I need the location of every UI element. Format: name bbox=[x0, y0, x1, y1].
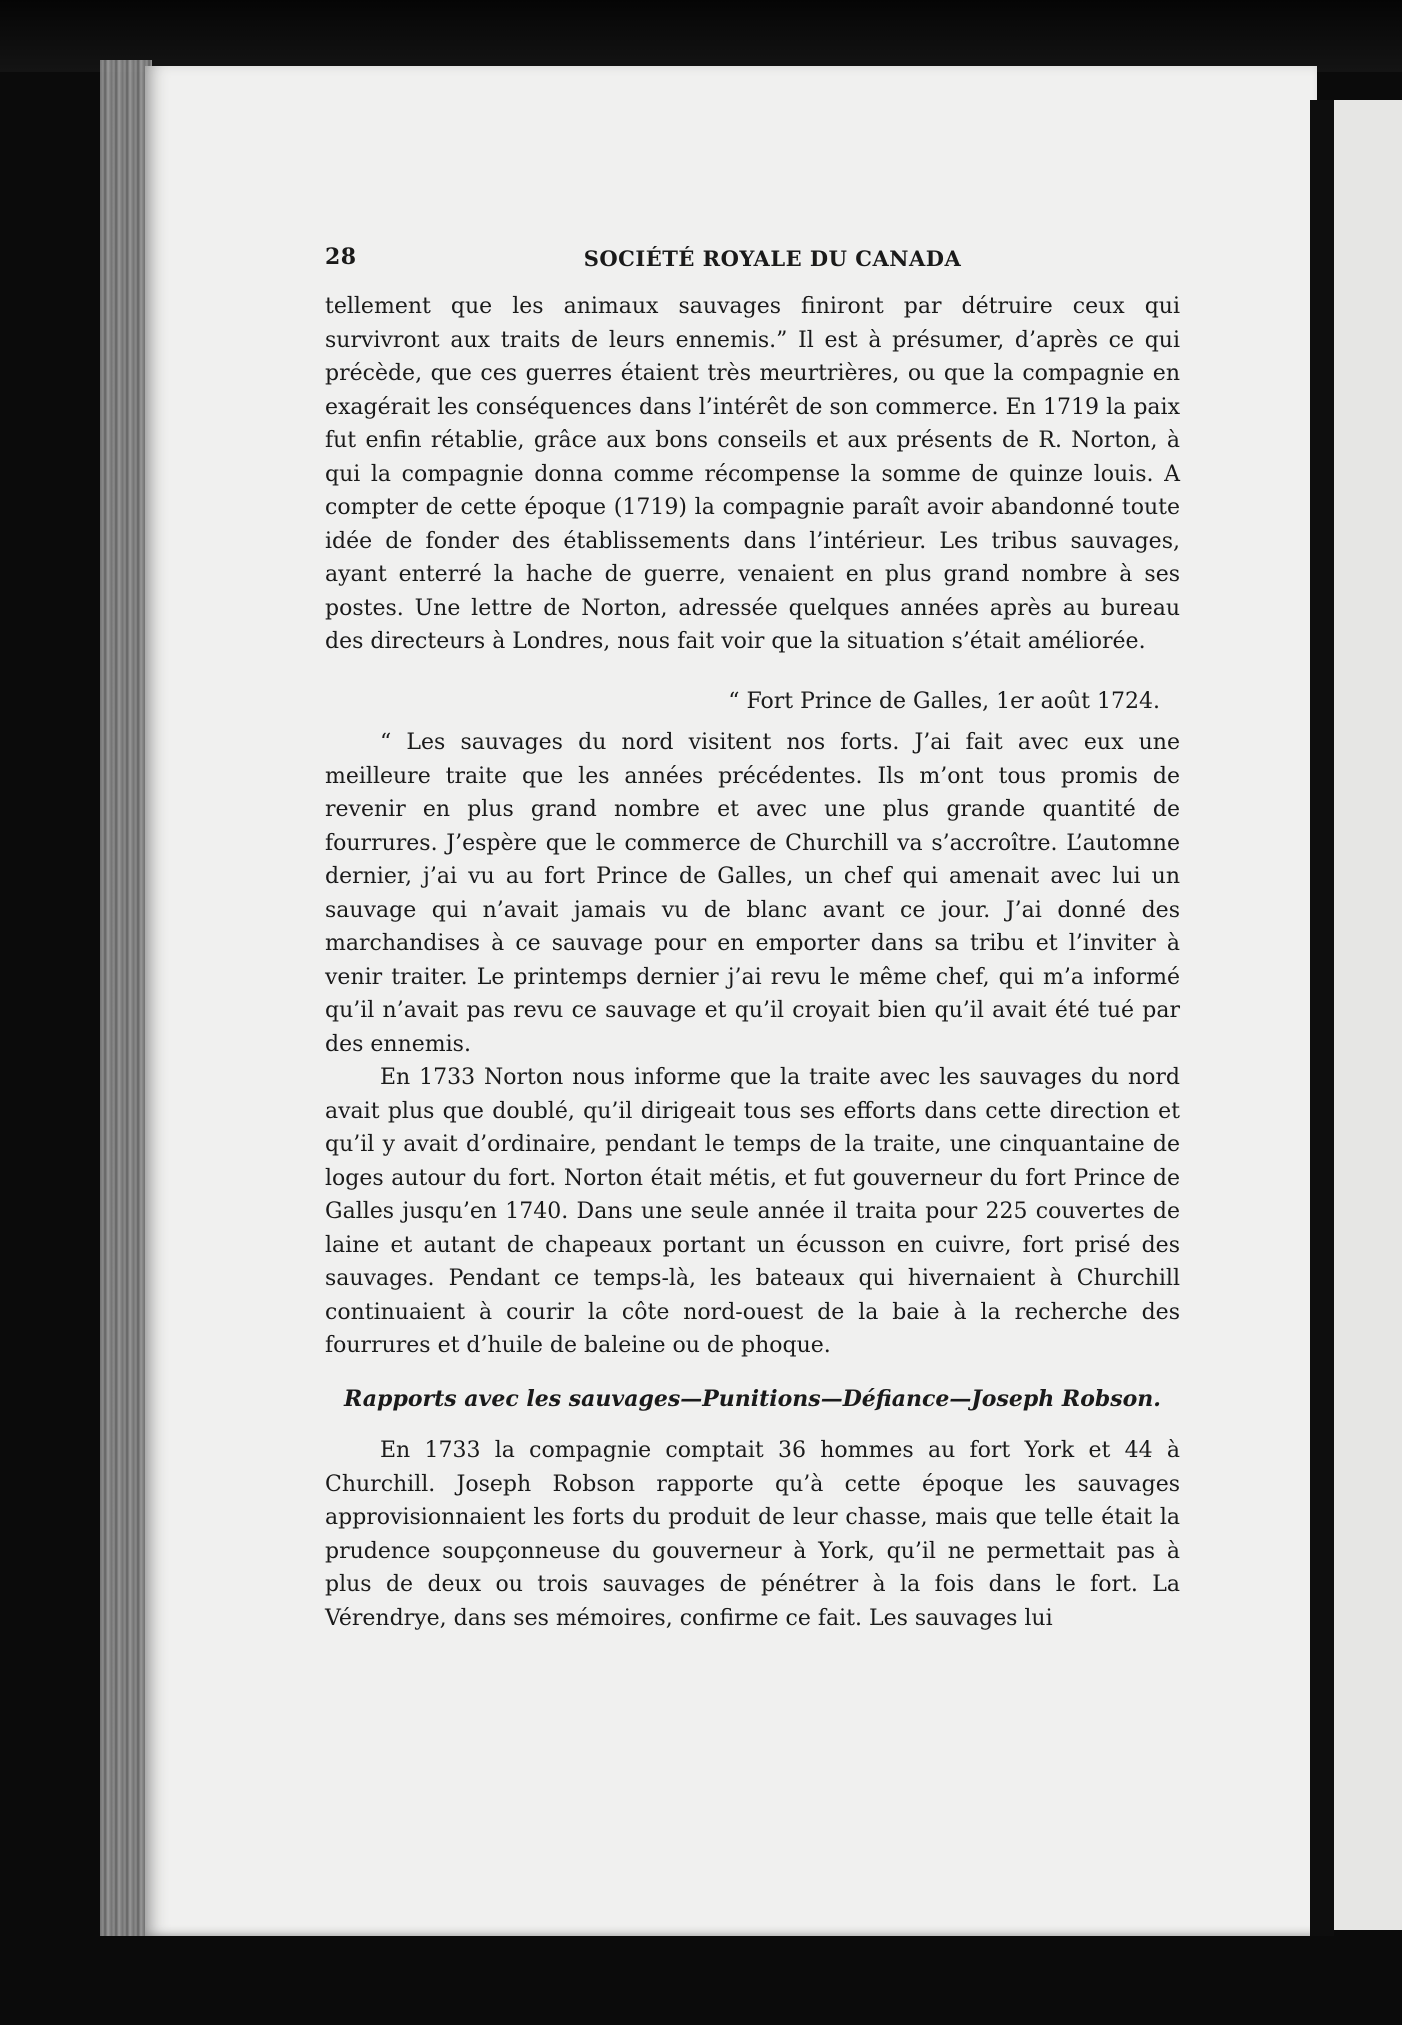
page-number: 28 bbox=[325, 244, 357, 270]
scanner-bottom-edge bbox=[0, 1936, 1402, 2025]
paragraph-norton-1733: En 1733 Norton nous informe que la traite avec les sauvages du nord avait plus que doublé, qu’il dirigeait tous ses efforts dans cette direction et qu’il y avait d’ordinaire, pendant le temps de la traite, une cinquantaine de loges autour du fort. Norton était métis, et fut gouverneur du fort Prince de Galles jusqu’en 1740. Dans une seule année il traita pour 225 couvertes de laine et autant de chapeaux portant un écusson en cuivre, fort prisé des sauvages. Pendant ce temps-là, les bateaux qui hivernaient à Churchill continuaient à courir la côte nord-ouest de la baie à la recherche des fourrures et d’huile de baleine ou de phoque. bbox=[325, 1065, 1180, 1358]
section-heading: Rapports avec les sauvages—Punitions—Défiance—Joseph Robson. bbox=[344, 1385, 1161, 1412]
next-page-edge bbox=[1334, 100, 1402, 1930]
text-column bbox=[325, 244, 1180, 1635]
scanner-top-edge bbox=[0, 0, 1402, 72]
letter-dateline: “ Fort Prince de Galles, 1er août 1724. bbox=[728, 688, 1160, 714]
paragraph-company-1733: En 1733 la compagnie comptait 36 hommes au fort York et 44 à Churchill. Joseph Robson rapporte qu’à cette époque les sauvages approvisionnaient les forts du produit de leur chasse, mais que telle était la prudence soupçonneuse du gouverneur à York, qu’il ne permettait pas à plus de deux ou trois sauvages de pénétrer à la fois dans le fort. La Vérendrye, dans ses mémoires, confirme ce fait. Les sauvages lui bbox=[325, 1438, 1180, 1631]
letter-quote: “ Les sauvages du nord visitent nos forts. J’ai fait avec eux une meilleure traite que les années précédentes. Ils m’ont tous promis de revenir en plus grand nombre et avec une plus grande quantité de fourrures. J’espère que le commerce de Churchill va s’accroître. L’automne dernier, j’ai vu au fort Prince de Galles, un chef qui amenait avec lui un sauvage qui n’avait jamais vu de blanc avant ce jour. J’ai donné des marchandises à ce sauvage pour en emporter dans sa tribu et l’inviter à venir traiter. Le printemps dernier j’ai revu le même chef, qui m’a informé qu’il n’avait pas revu ce sauvage et qu’il croyait bien qu’il avait été tué par des ennemis. bbox=[325, 730, 1180, 1057]
page-divider bbox=[1310, 100, 1334, 1940]
running-head bbox=[325, 244, 1180, 290]
journal-title: SOCIÉTÉ ROYALE DU CANADA bbox=[583, 246, 962, 271]
paragraph-continuation: tellement que les animaux sauvages finiront par détruire ceux qui survivront aux traits de leurs ennemis.” Il est à présumer, d’après ce qui précède, que ces guerres étaient très meurtrières, ou que la compagnie en exagérait les conséquences dans l’intérêt de son commerce. En 1719 la paix fut enfin rétablie, grâce aux bons conseils et aux présents de R. Norton, à qui la compagnie donna comme récompense la somme de quinze louis. A compter de cette époque (1719) la compagnie paraît avoir abandonné toute idée de fonder des établissements dans l’intérieur. Les tribus sauvages, ayant enterré la hache de guerre, venaient en plus grand nombre à ses postes. Une lettre de Norton, adressée quelques années après au bureau des directeurs à Londres, nous fait voir que la situation s’était améliorée. bbox=[325, 294, 1180, 654]
